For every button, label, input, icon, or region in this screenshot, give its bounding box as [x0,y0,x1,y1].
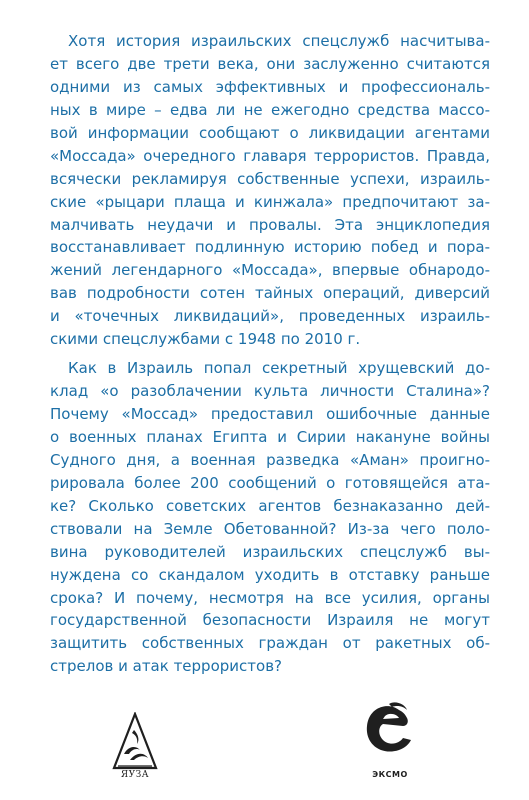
text-line: вав подробности сотен тайных операций, диверсий [50,284,490,303]
text-line: ет всего две трети века, они заслуженно считаются [50,54,490,73]
text-line: скими спецслужбами с 1948 по 2010 г. [50,330,361,349]
text-line: Судного дня, а военная разведка «Аман» проигно- [50,450,490,469]
eksmo-caption: ЭКСМО [372,770,408,779]
paragraph-1 [50,30,490,351]
text-line: срока? И почему, несмотря на все усилия, органы [50,588,490,607]
text-line: нуждена со скандалом уходить в отставку раньше [50,565,490,584]
text-line: Как в Израиль попал секретный хрущевский до- [68,359,490,378]
text-line: защитить собственных граждан от ракетных об- [50,634,490,653]
yauza-emblem-icon [110,712,160,770]
text-line: и «точечных ликвидаций», проведенных израиль- [50,307,490,326]
text-line: Почему «Моссад» предоставил ошибочные данные [50,405,490,423]
text-line: жений легендарного «Моссада», впервые обнародо- [50,261,490,280]
text-line: клад «о разоблачении культа личности Сталина»? [50,382,490,401]
text-line: о военных планах Египта и Сирии накануне войны [50,427,490,446]
paragraph-2 [50,357,490,678]
text-line: ных в мире – едва ли не ежегодно средства массо- [50,100,490,119]
text-line: вой информации сообщают о ликвидации агентами [50,123,490,142]
text-line: Хотя история израильских спецслужб насчитыва- [68,32,490,50]
text-line: государственной безопасности Израиля не могут [50,611,490,630]
text-line: вина руководителей израильских спецслужб вы- [50,542,490,561]
text-line: всячески рекламируя собственные успехи, израиль- [50,169,490,188]
text-line: «Моссада» очередного главаря террористов. Правда, [50,146,490,165]
back-cover-text [50,30,490,678]
yauza-caption: ЯУЗА [120,770,150,780]
text-line: малчивать неудачи и провалы. Эта энциклопедия [50,215,490,234]
text-line: ствовали на Земле Обетованной? Из-за чего поло- [50,519,490,538]
text-line: одними из самых эффективных и профессиональ- [50,77,490,96]
text-line: ке? Сколько советских агентов безнаказанно дей- [50,496,490,515]
text-line: восстанавливает подлинную историю побед и пора- [50,238,490,257]
text-line: рировала более 200 сообщений о готовящейся ата- [50,473,490,492]
text-line: стрелов и атак террористов? [50,657,282,676]
text-line: ские «рыцари плаща и кинжала» предпочитают за- [50,192,490,211]
eksmo-emblem-icon [359,700,419,766]
